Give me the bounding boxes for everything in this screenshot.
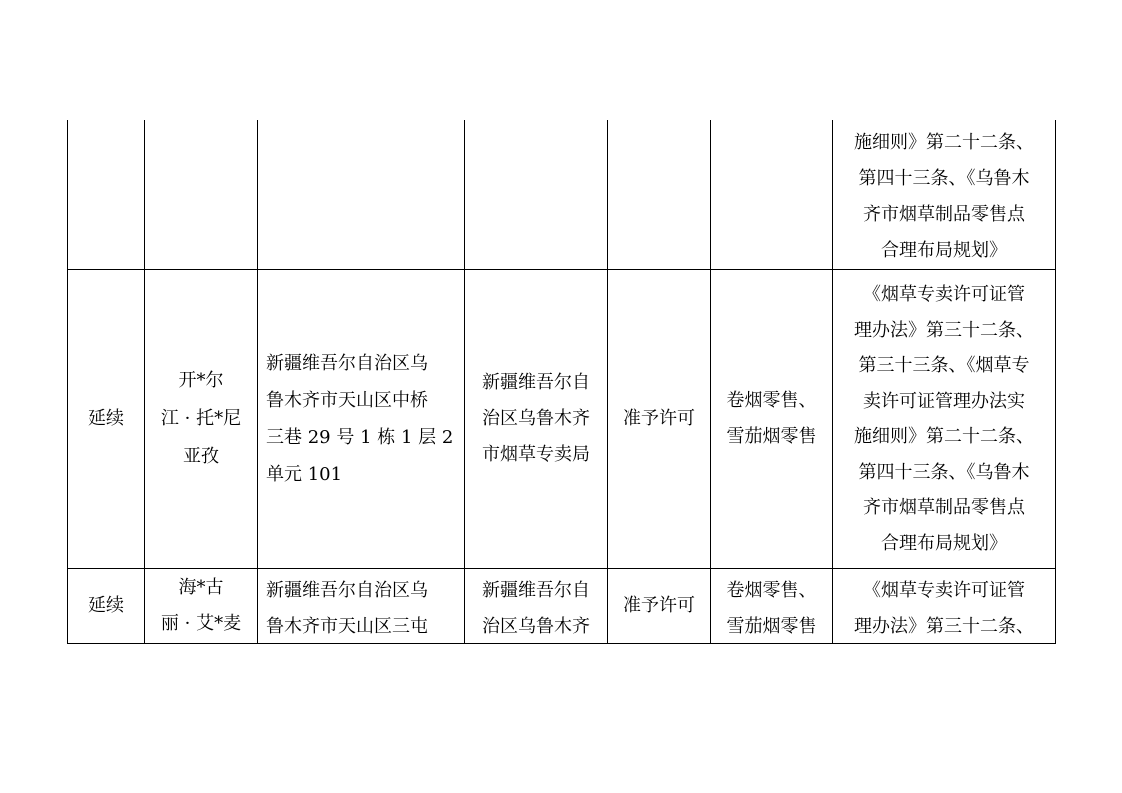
table-row-2-authority: 新疆维吾尔自 治区乌鲁木齐 xyxy=(482,580,590,637)
table-row-1-authority: 新疆维吾尔自 治区乌鲁木齐 市烟草专卖局 xyxy=(482,372,590,465)
table-row-2-address: 新疆维吾尔自治区乌 鲁木齐市天山区三屯 xyxy=(266,580,428,637)
table-row-2-scope: 卷烟零售、 雪茄烟零售 xyxy=(726,580,817,637)
table-row-1-scope: 卷烟零售、 雪茄烟零售 xyxy=(726,390,817,447)
table-row-1-address: 新疆维吾尔自治区乌 鲁木齐市天山区中桥 三巷 29 号 1 栋 1 层 2 单元 101 xyxy=(266,353,454,485)
table-row-0-basis: 施细则》第二十二条、 第四十三条、《乌鲁木 齐市烟草制品零售点 合理布局规划》 xyxy=(854,132,1034,261)
table-row-1-type: 延续 xyxy=(88,408,124,429)
table-row-1-decision: 准予许可 xyxy=(623,408,695,429)
table-row-2-decision: 准予许可 xyxy=(623,595,695,616)
column-divider xyxy=(1055,120,1056,644)
table-row-2-name: 海*古 丽 · 艾*麦 xyxy=(160,577,242,634)
table-row-1-basis: 《烟草专卖许可证管 理办法》第三十二条、 第三十三条、《烟草专 卖许可证管理办法实 施细则》第二十二条、 第四十三条、《乌鲁木 齐市烟草制品零售点 合理布局规划》 xyxy=(854,284,1034,554)
table-row-1-name: 开*尔 江 · 托*尼 亚孜 xyxy=(160,370,242,467)
table-bottom-border xyxy=(67,643,1056,644)
table-row-2-basis: 《烟草专卖许可证管 理办法》第三十二条、 xyxy=(854,580,1034,637)
table-row-2-type: 延续 xyxy=(88,595,124,616)
